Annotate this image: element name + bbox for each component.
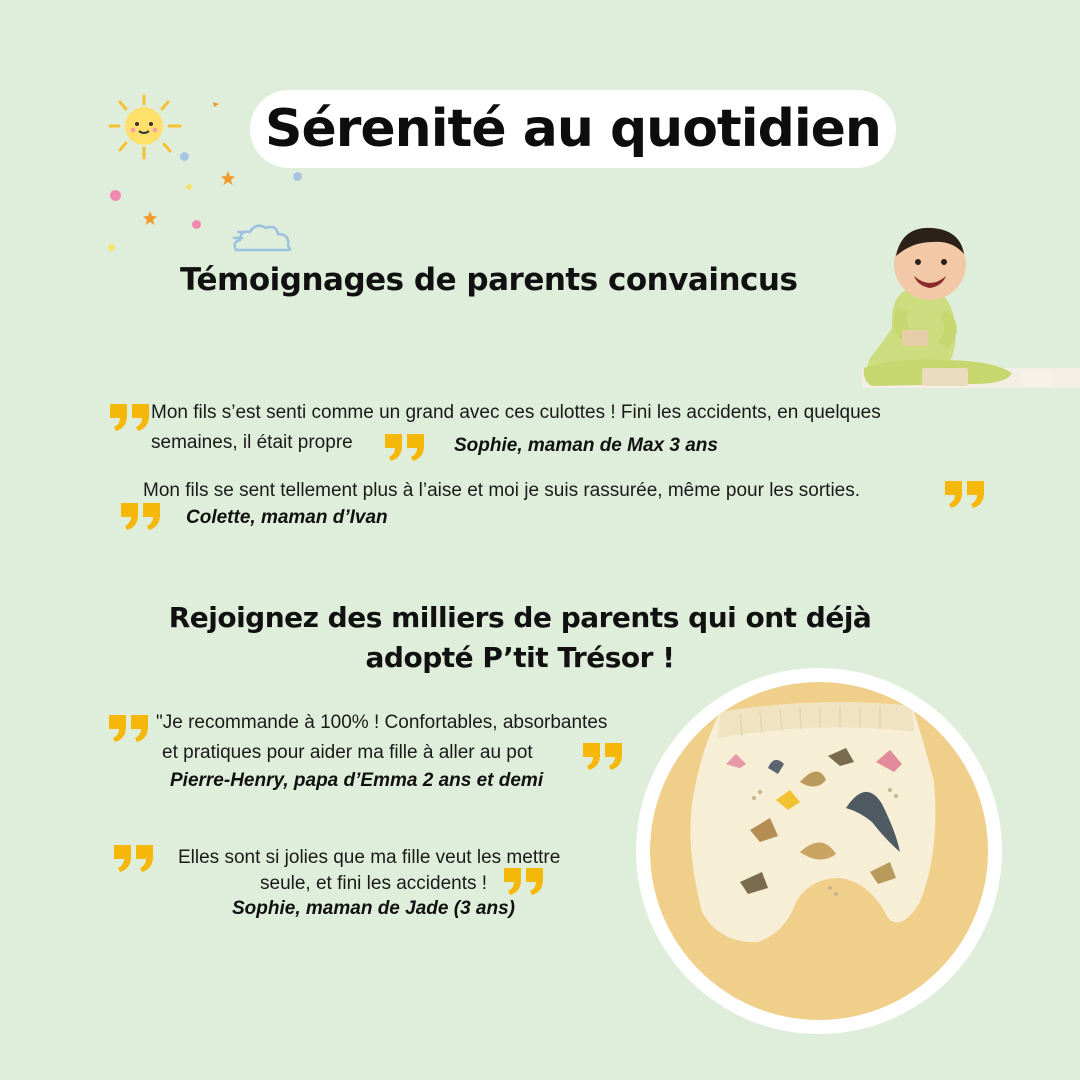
star-icon: [212, 96, 220, 114]
decorative-dot: [186, 184, 192, 190]
testimonial-text: Mon fils se sent tellement plus à l’aise et moi je suis rassurée, même pour les sorties.: [143, 480, 861, 501]
cloud-icon: [230, 220, 296, 259]
testimonial-text: seule, et fini les accidents !: [260, 873, 488, 894]
cta-heading-line: adopté P’tit Trésor !: [365, 641, 675, 674]
testimonial-text: Mon fils s’est senti comme un grand avec ces culottes ! Fini les accidents, en quelques: [151, 402, 881, 423]
quote-mark-icon: [943, 479, 987, 509]
cta-heading-line: Rejoignez des milliers de parents qui ont déjà: [168, 601, 872, 634]
baby-image: [862, 218, 1080, 388]
decorative-dot: [180, 152, 189, 161]
testimonial-author: Sophie, maman de Jade (3 ans): [232, 898, 515, 919]
quote-mark-icon: [502, 866, 546, 896]
section-subtitle: Témoignages de parents convaincus: [180, 262, 798, 298]
decorative-dot: [192, 220, 201, 229]
quote-mark-icon: [107, 713, 151, 743]
title-pill: [250, 90, 896, 168]
product-image: [650, 682, 988, 1020]
testimonial-text: Elles sont si jolies que ma fille veut les mettre: [178, 847, 561, 868]
star-icon: [142, 210, 158, 231]
page-title: Sérenité au quotidien: [265, 99, 881, 159]
testimonial-text: et pratiques pour aider ma fille à aller au pot: [162, 742, 533, 763]
cta-heading: [150, 598, 890, 678]
quote-mark-icon: [112, 843, 156, 873]
sun-icon: [106, 92, 186, 164]
decorative-dot: [110, 190, 121, 201]
testimonial-author: Sophie, maman de Max 3 ans: [454, 435, 718, 456]
quote-mark-icon: [581, 741, 625, 771]
testimonial-text: semaines, il était propre: [151, 432, 353, 453]
decorative-dot: [293, 172, 302, 181]
decorative-dot: [108, 244, 115, 251]
star-icon: [220, 170, 236, 191]
quote-mark-icon: [119, 501, 163, 531]
quote-mark-icon: [383, 432, 427, 462]
testimonial-text: "Je recommande à 100% ! Confortables, absorbantes: [156, 712, 608, 733]
testimonial-author: Colette, maman d’Ivan: [186, 507, 388, 528]
quote-mark-icon: [108, 402, 152, 432]
testimonial-author: Pierre-Henry, papa d’Emma 2 ans et demi: [170, 770, 544, 791]
